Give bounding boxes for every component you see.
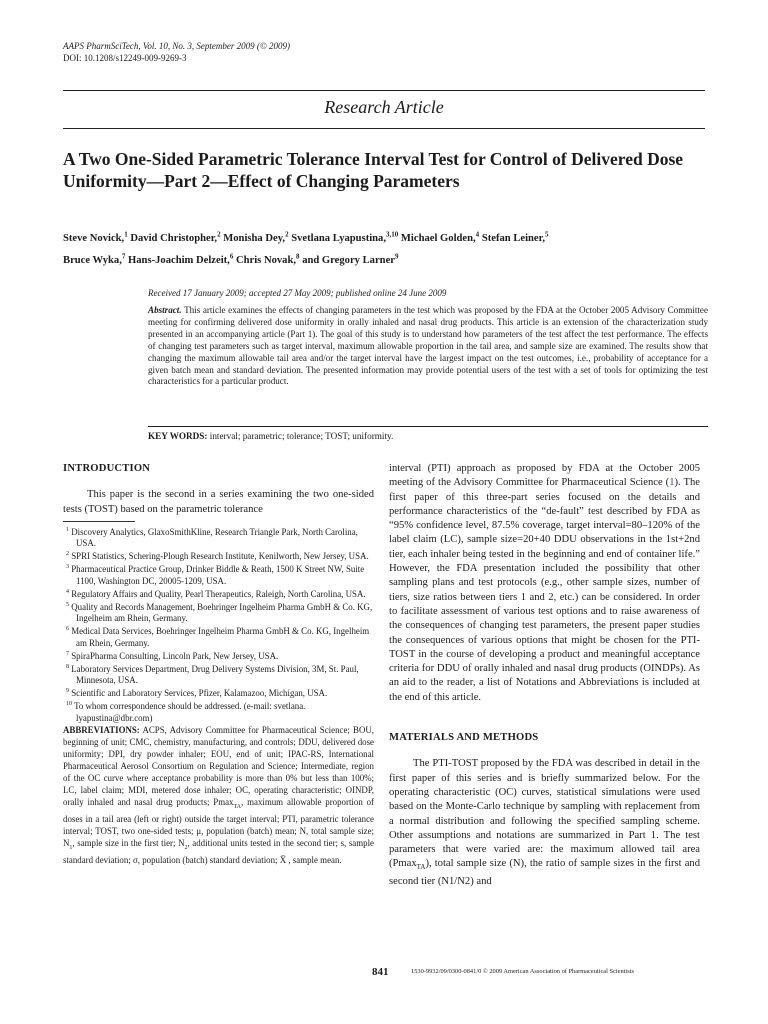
footnote: $^7$ SpiraPharma Consulting, Lincoln Park, New Jersey, USA. bbox=[66, 650, 279, 661]
methods-paragraph: The PTI-TOST proposed by the FDA was described in detail in the first paper of this series and is briefly summarized below. For the operating characteristic (OC) curves, statistical simulations were used based on the Monte-Carlo technique by sampling with replacement from a normal distribution and following the specified sampling scheme. Other assumptions and notations are summarized in Part 1. The test parameters that were varied are: the maximum allowed tail area (Pmax$_{TA}$), total sample size (N), the ratio of sample sizes in the first and second tier (N1/N2) and bbox=[389, 758, 700, 887]
intro-paragraph-continued: interval (PTI) approach as proposed by FDA at the October 2005 meeting of the Advisory Committee for Pharmaceutical Science (1). The first paper of this three-part series focused on the details and performance characteristics of the “de-fault” test described by FDA as “95% confidence level, 87.5% coverage, target interval=80–120% of the label claim (LC), sample size=20+40 DDU observations in the 1st+2nd tier, each inhaler being tested in the beginning and end of container life.” However, the FDA presentation included the possibility that other sampling plans and test protocols (e.g., other sample sizes, number of tiers, size ratios between tiers 1 and 2, etc.) can be considered. In order to facilitate assessment of various test options and to raise awareness of the consequences of changing test parameters, the present paper studies the consequences of various options that might be chosen for the PTI-TOST in the course of developing a product and meaningful acceptance criteria for DDU of orally inhaled and nasal drug products (OINDPs). As an aid to the reader, a list of Notations and Abbreviations is included at the end of this article. bbox=[389, 463, 700, 703]
title-rule bbox=[63, 128, 705, 129]
right-column bbox=[389, 462, 700, 889]
abstract-label: Abstract. bbox=[148, 305, 182, 315]
footnote: $^9$ Scientific and Laboratory Services, Pfizer, Kalamazoo, Michigan, USA. bbox=[66, 688, 328, 699]
received-dates: Received 17 January 2009; accepted 27 May 2009; published online 24 June 2009 bbox=[148, 288, 447, 298]
author: Stefan Leiner,$^5$ bbox=[481, 230, 549, 244]
abstract-rule bbox=[148, 426, 708, 427]
left-column bbox=[63, 462, 374, 866]
abstract-text: This article examines the effects of changing parameters in the test which was proposed by the FDA at the October 2005 Advisory Committee meeting for confirming delivered dose uniformity in orally inhaled and nasal drug products. This article is an extension of the characterization study presented in an accompanying article (Part 1). The goal of this study is to understand how parameters of the test affect the test performance. The effects of changing test parameters such as target interval, maximum allowable proportion in the tail area, and sample size are examined. The results show that changing the maximum allowable tail area and/or the target interval have the largest impact on the test outcomes, i.e., probability of acceptance for a given batch mean and standard deviation. The presented information may provide potential users of the test with a set of tools for optimizing the test characteristics for a particular product. bbox=[148, 305, 709, 387]
author: Svetlana Lyapustina,$^{3,10}$ bbox=[291, 230, 399, 244]
journal-header bbox=[63, 40, 290, 64]
reference-link[interactable]: 1 bbox=[669, 477, 675, 489]
footnote: $^1$ Discovery Analytics, GlaxoSmithKline, Research Triangle Park, North Carolina, USA. bbox=[66, 526, 358, 549]
issn-copyright: 1530-9932/09/0300-0841/0 © 2009 American Association of Pharmaceutical Scientists bbox=[411, 968, 634, 975]
author: and Gregory Larner$^9$ bbox=[302, 252, 399, 267]
author: David Christopher,$^2$ bbox=[130, 230, 221, 244]
header-rule bbox=[63, 90, 705, 91]
keywords-label: KEY WORDS: bbox=[148, 431, 208, 441]
doi[interactable]: DOI: 10.1208/s12249-009-9269-3 bbox=[63, 53, 187, 63]
author: Bruce Wyka,$^7$ bbox=[63, 252, 126, 267]
article-title: A Two One-Sided Parametric Tolerance Interval Test for Control of Delivered Dose Uniformity—Part 2—Effect of Changing Parameters bbox=[63, 149, 684, 191]
footnote: $^5$ Quality and Records Management, Boehringer Ingelheim Pharma GmbH & Co. KG, Ingelheim am Rhein, Germany. bbox=[66, 601, 373, 624]
intro-paragraph: This paper is the second in a series examining the two one-sided tests (TOST) based on the parametric tolerance bbox=[63, 489, 374, 515]
abbreviations: ABBREVIATIONS: ACPS, Advisory Committee for Pharmaceutical Science; BOU, beginning of unit; CMC, chemistry, manufacturing, and controls; DDU, delivered dose uniformity; DPI, dry powder inhaler; EOU, end of unit; IPAC-RS, International Pharmaceutical Aerosol Consortium on Regulation and Science; Intermediate, region of the OC curve where acceptance probability is more than 0% but less than 100%; LC, label claim; MDI, metered dose inhaler; OC, operating characteristic; OINDP, orally inhaled and nasal drug products; Pmax$_{TA}$, maximum allowable proportion of doses in a tail area (left or right) outside the target interval; PTI, parametric tolerance interval; TOST, two one-sided tests; μ, population (batch) mean; N, total sample size; $N_1$, sample size in the first tier; $N_2$, additional units tested in the second tier; s, sample standard deviation; σ, population (batch) standard deviation; X̄ , sample mean. bbox=[63, 724, 374, 866]
footnote: $^4$ Regulatory Affairs and Quality, Pearl Therapeutics, Raleigh, North Carolina, USA. bbox=[66, 588, 366, 599]
page-number: 841 bbox=[372, 966, 389, 978]
keywords bbox=[148, 431, 708, 441]
footnote-rule bbox=[63, 521, 135, 522]
author: Chris Novak,$^8$ bbox=[235, 252, 300, 267]
author: Hans-Joachim Delzeit,$^6$ bbox=[128, 252, 234, 267]
article-type: Research Article bbox=[324, 97, 444, 117]
section-heading-methods: MATERIALS AND METHODS bbox=[389, 732, 539, 744]
author: Michael Golden,$^4$ bbox=[400, 230, 480, 244]
keywords-text: interval; parametric; tolerance; TOST; uniformity. bbox=[209, 431, 394, 441]
footnotes bbox=[63, 525, 374, 724]
author: Steve Novick,$^1$ bbox=[63, 230, 128, 244]
footnote-correspondence: $^{10}$ To whom correspondence should be addressed. (e-mail: svetlana. lyapustina@dbr.com) bbox=[66, 701, 306, 723]
section-heading-introduction: INTRODUCTION bbox=[63, 463, 151, 474]
abstract bbox=[148, 305, 708, 388]
author-list bbox=[63, 225, 723, 270]
author: Monisha Dey,$^2$ bbox=[223, 230, 289, 244]
footnote: $^6$ Medical Data Services, Boehringer Ingelheim Pharma GmbH & Co. KG, Ingelheim am Rhein, Germany. bbox=[66, 626, 370, 648]
footnote: $^2$ SPRI Statistics, Schering-Plough Research Institute, Kenilworth, New Jersey, USA. bbox=[66, 551, 369, 562]
footnote: $^3$ Pharmaceutical Practice Group, Drinker Biddle & Reath, 1500 K Street NW, Suite 1100, Washington DC, 20005-1209, USA. bbox=[66, 564, 365, 586]
journal-citation: AAPS PharmSciTech, Vol. 10, No. 3, September 2009 (© 2009) bbox=[63, 41, 290, 51]
footnote: $^8$ Laboratory Services Department, Drug Delivery Systems Division, 3M, St. Paul, Minnesota, USA. bbox=[66, 663, 359, 686]
